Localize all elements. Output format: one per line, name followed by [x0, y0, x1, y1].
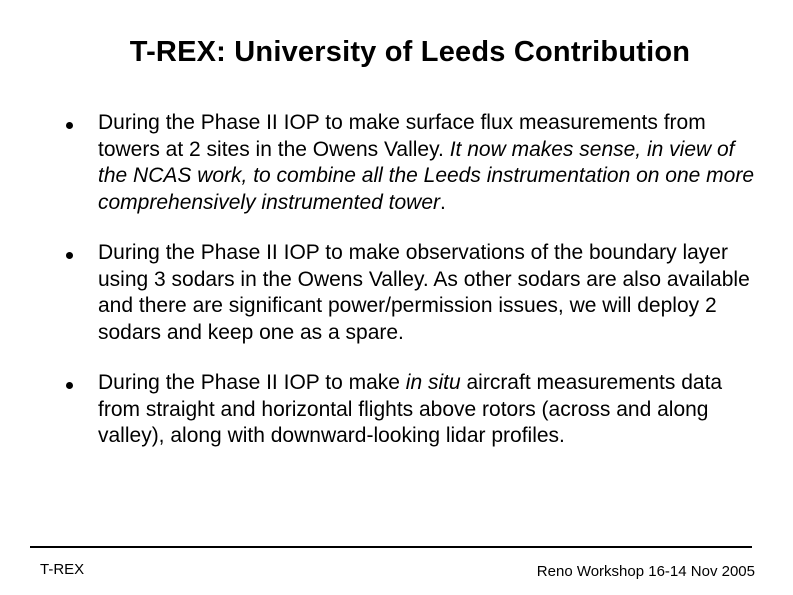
- bullet-text-part: During the Phase II IOP to make observations of the boundary layer using 3 sodars in the Owens Valley. As other sodars are also available and there are significant power/permission issues, we will deploy 2 sodars and keep one as a spare.: [98, 241, 750, 344]
- slide-title: T-REX: University of Leeds Contribution: [129, 36, 691, 68]
- bullet-text-part: .: [440, 190, 446, 214]
- bullet-text-part: During the Phase II IOP to make surface flux measurements from towers at 2 sites in the Owens Valley.: [98, 111, 706, 161]
- footer-right-label: Reno Workshop 16-14 Nov 2005: [536, 563, 755, 580]
- bullet-list: [62, 110, 762, 450]
- bullet-dot-icon: [66, 122, 73, 129]
- footer-divider: [30, 546, 752, 548]
- bullet-text-part: During the Phase II IOP to make: [98, 371, 406, 394]
- bullet-text-italic: It now makes sense, in view of the NCAS work, to combine all the Leeds instrumentation on one more comprehensively instrumented tower: [98, 137, 755, 214]
- bullet-text: [98, 240, 762, 346]
- bullet-text-part: aircraft measurements data from straight and horizontal flights above rotors (across and along valley), along with downward-looking lidar profiles.: [98, 371, 723, 447]
- bullet-item-aircraft: [62, 370, 762, 450]
- bullet-text: [98, 110, 762, 216]
- bullet-item-surface-flux: [62, 110, 762, 216]
- bullet-text: [98, 370, 762, 450]
- bullet-dot-icon: [66, 252, 73, 259]
- bullet-dot-icon: [66, 382, 73, 389]
- bullet-item-sodars: [62, 240, 762, 346]
- bullet-text-italic: in situ: [405, 371, 461, 394]
- footer-left-label: T-REX: [40, 561, 85, 578]
